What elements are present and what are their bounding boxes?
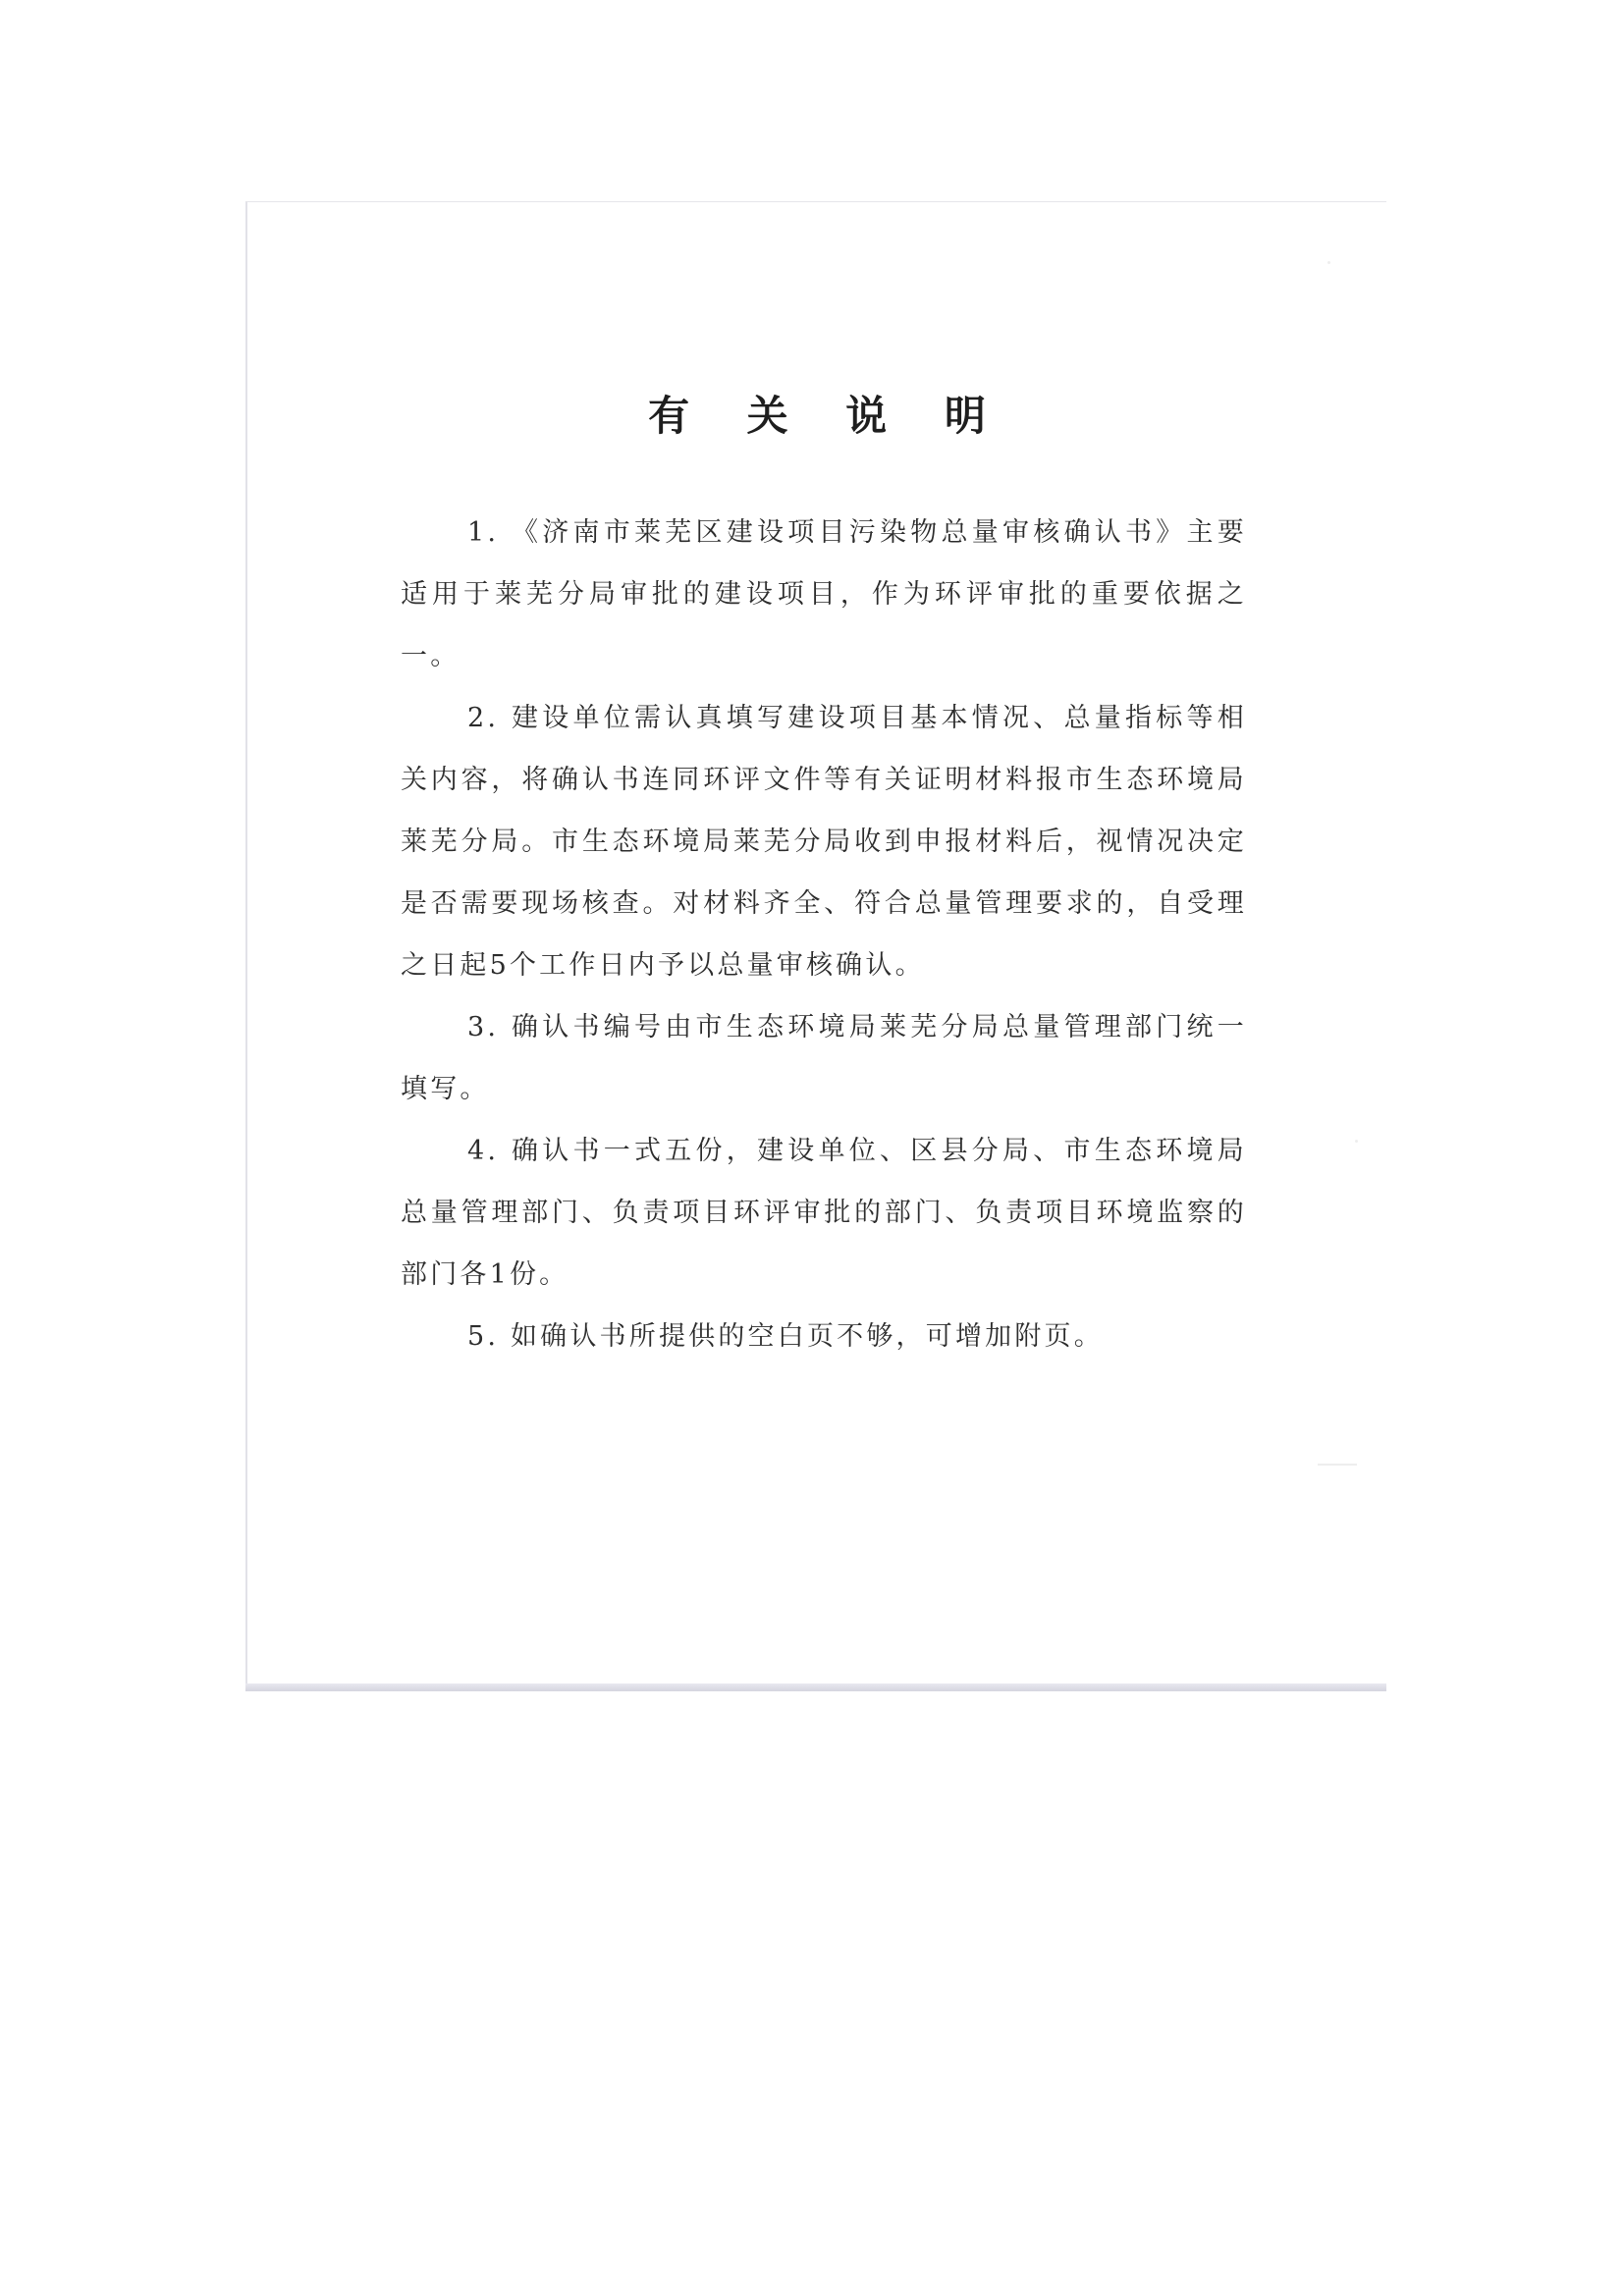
scan-speck (1355, 1140, 1358, 1143)
paragraph-5: 5. 如确认书所提供的空白页不够，可增加附页。 (467, 1321, 1104, 1352)
page-bottom-edge (245, 1683, 1386, 1691)
paragraph-3: 3. 确认书编号由市生态环境局莱芜分局总量管理部门统一填写。 (401, 1012, 1247, 1104)
document-title: 有 关 说 明 (648, 392, 1007, 440)
paragraph-4: 4. 确认书一式五份，建设单位、区县分局、市生态环境局总量管理部门、负责项目环评审批的部门、负责项目环境监察的部门各1份。 (401, 1136, 1247, 1290)
paragraph-2: 2. 建设单位需认真填写建设项目基本情况、总量指标等相关内容，将确认书连同环评文件等有关证明材料报市生态环境局莱芜分局。市生态环境局莱芜分局收到申报材料后，视情况决定是否需要现场核查。对材料齐全、符合总量管理要求的，自受理之日起5个工作日内予以总量审核确认。 (401, 703, 1247, 981)
scanned-page (245, 201, 1386, 1683)
scan-speck (1327, 261, 1330, 264)
document-body (401, 502, 1247, 1367)
paragraph-1: 1. 《济南市莱芜区建设项目污染物总量审核确认书》主要适用于莱芜分局审批的建设项目，作为环评审批的重要依据之一。 (401, 517, 1247, 671)
scan-speck (1318, 1464, 1357, 1466)
